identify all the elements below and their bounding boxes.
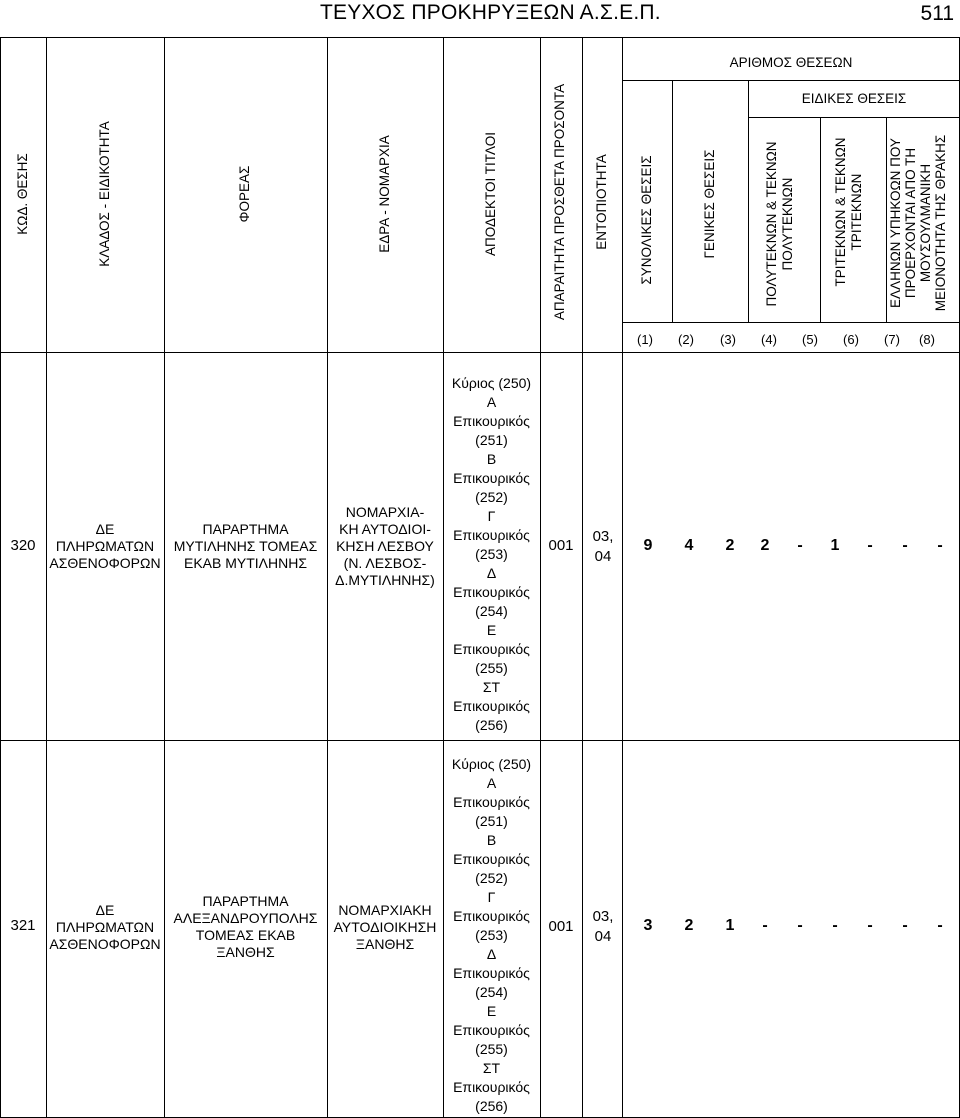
column-number-1: (1) <box>637 332 653 347</box>
column-header-location: ΕΝΤΟΠΙΟΤΗΤΑ <box>594 154 609 250</box>
column-number-4: (4) <box>761 332 777 347</box>
column-header-degrees: ΑΠΟΔΕΚΤΟΙ ΤΙΤΛΟΙ <box>483 132 498 256</box>
column-number-5: (5) <box>802 332 818 347</box>
body-cell: ΠΑΡΑΡΤΗΜΑ ΑΛΕΞΑΝΔΡΟΥΠΟΛΗΣ ΤΟΜΕΑΣ ΕΚΑΒ ΞΑΝΘΗΣ <box>173 893 318 960</box>
degrees-cell: Κύριος (250) Α Επικουρικός (251) Β Επικουρικός (252) Γ Επικουρικός (253) Δ Επικουρικός (254) Ε Επικουρικός (255) ΣΤ Επικουρικός (256) <box>451 375 532 733</box>
location-cell: 03, 04 <box>592 528 614 565</box>
position-code: 320 <box>10 537 36 554</box>
column-number-6: (6) <box>843 332 859 347</box>
location-cell: 03, 04 <box>592 908 614 945</box>
column-header-branch: ΚΛΑΔΟΣ - ΕΙΔΙΚΟΤΗΤΑ <box>97 121 112 267</box>
seat-cell: ΝΟΜΑΡΧΙΑ- ΚΗ ΑΥΤΟΔΙΟΙ- ΚΗΣΗ ΛΕΣΒΟΥ (Ν. ΛΕΣΒΟΣ- Δ.ΜΥΤΙΛΗΝΗΣ) <box>335 504 435 588</box>
branch-cell: ΔΕ ΠΛΗΡΩΜΑΤΩΝ ΑΣΘΕΝΟΦΟΡΩΝ <box>49 902 161 952</box>
branch-cell: ΔΕ ΠΛΗΡΩΜΑΤΩΝ ΑΣΘΕΝΟΦΟΡΩΝ <box>49 521 161 571</box>
column-header-polytekno: ΠΟΛΥΤΕΚΝΩΝ & ΤΕΚΝΩΝ ΠΟΛΥΤΕΚΝΩΝ <box>764 141 795 307</box>
degrees-cell: Κύριος (250) Α Επικουρικός (251) Β Επικουρικός (252) Γ Επικουρικός (253) Δ Επικουρικός (254) Ε Επικουρικός (255) ΣΤ Επικουρικός (256) <box>451 756 532 1114</box>
column-number-3: (3) <box>720 332 736 347</box>
column-header-code: ΚΩΔ. ΘΕΣΗΣ <box>15 153 30 235</box>
column-number-8: (8) <box>919 332 935 347</box>
column-header-general: ΓΕΝΙΚΕΣ ΘΕΣΕΙΣ <box>702 149 717 259</box>
column-header-extra-requirements: ΑΠΑΡΑΙΤΗΤΑ ΠΡΟΣΘΕΤΑ ΠΡΟΣΟΝΤΑ <box>552 83 567 321</box>
column-header-tritekno: ΤΡΙΤΕΚΝΩΝ & ΤΕΚΝΩΝ ΤΡΙΤΕΚΝΩΝ <box>833 137 864 287</box>
extra-requirements-cell: 001 <box>548 537 574 554</box>
position-code: 321 <box>10 917 36 934</box>
column-number-7: (7) <box>884 332 900 347</box>
positions-group-header: ΑΡΙΘΜΟΣ ΘΕΣΕΩΝ <box>729 55 853 70</box>
column-header-total: ΣΥΝΟΛΙΚΕΣ ΘΕΣΕΙΣ <box>639 155 654 285</box>
special-positions-header: ΕΙΔΙΚΕΣ ΘΕΣΕΙΣ <box>801 91 907 106</box>
page-number: 511 <box>920 2 954 25</box>
body-cell: ΠΑΡΑΡΤΗΜΑ ΜΥΤΙΛΗΝΗΣ ΤΟΜΕΑΣ ΕΚΑΒ ΜΥΤΙΛΗΝΗΣ <box>173 521 318 571</box>
column-header-minority: ΕΛΛΗΝΩΝ ΥΠΗΚΟΩΝ ΠΟΥ ΠΡΟΕΡΧΟΝΤΑΙ ΑΠΟ ΤΗ ΜΟΥΣΟΥΛΜΑΝΙΚΗ ΜΕΙΟΝΟΤΗΤΑ ΤΗΣ ΘΡΑΚΗΣ <box>888 134 948 312</box>
seat-cell: ΝΟΜΑΡΧΙΑΚΗ ΑΥΤΟΔΙΟΙΚΗΣΗ ΞΑΝΘΗΣ <box>333 902 437 952</box>
column-header-seat: ΕΔΡΑ - ΝΟΜΑΡΧΙΑ <box>377 135 392 253</box>
page-header <box>0 0 960 30</box>
extra-requirements-cell: 001 <box>548 918 574 935</box>
column-number-2: (2) <box>678 332 694 347</box>
document-title: ΤΕΥΧΟΣ ΠΡΟΚΗΡΥΞΕΩΝ Α.Σ.Ε.Π. <box>320 1 661 24</box>
column-header-body: ΦΟΡΕΑΣ <box>237 165 252 223</box>
